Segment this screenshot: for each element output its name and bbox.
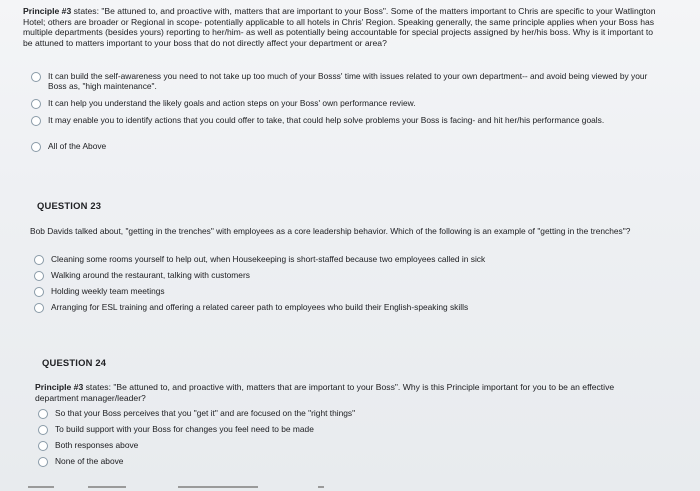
option-label: It can help you understand the likely goals and action steps on your Boss' own performance review. [48,98,416,108]
cut-off-next-question [0,484,700,491]
question-text: states: "Be attuned to, and proactive with, matters that are important to your Boss". Some of the matters important to Chris are specific to your Watlington Hotel; others are broader or Regional in scope- potentially applicable to all hotels in Chris' Region. Speaking generally, the same principle applies when your Boss has multiple departments (besides yours) reporting to her/him- as well as potentially being accountable for special projects assigned by her/his boss. Why is it important to be attuned to matters important to your boss that do not directly affect your department or area? [23,6,656,48]
answer-option[interactable] [34,302,674,313]
radio-button[interactable] [38,425,48,435]
option-label: To build support with your Boss for changes you feel need to be made [55,424,314,434]
option-label: It may enable you to identify actions that you could offer to take, that could help solve problems your Boss is facing- and hit her/his performance goals. [48,115,605,125]
radio-button[interactable] [34,255,44,265]
principle-label: Principle #3 [23,6,72,16]
question-prompt [23,6,659,48]
answer-option[interactable] [34,254,654,265]
answer-option[interactable] [31,141,331,152]
option-label: All of the Above [48,141,107,151]
text-fragment [178,486,258,488]
radio-button[interactable] [34,287,44,297]
option-label: Arranging for ESL training and offering a related career path to employees who build their English-speaking skills [51,302,469,312]
question-text: states: "Be attuned to, and proactive with, matters that are important to your Boss". Why is this Principle important for you to be an effective department manager/leader? [35,382,615,403]
answer-option[interactable] [38,456,638,467]
option-label: Holding weekly team meetings [51,286,165,296]
radio-button[interactable] [34,303,44,313]
answer-option[interactable] [38,424,638,435]
text-fragment [318,486,324,488]
answer-option[interactable] [31,71,651,92]
question-text: Bob Davids talked about, "getting in the trenches" with employees as a core leadership behavior. Which of the following is an example of "getting in the trenches"? [30,226,631,236]
radio-button[interactable] [31,72,41,82]
answer-option[interactable] [31,115,627,126]
option-label: Walking around the restaurant, talking with customers [51,270,250,280]
answer-option[interactable] [38,408,638,419]
radio-button[interactable] [34,271,44,281]
option-label: Cleaning some rooms yourself to help out, when Housekeeping is short-staffed because two employees called in sick [51,254,486,264]
radio-button[interactable] [38,409,48,419]
answer-option[interactable] [38,440,638,451]
text-fragment [28,486,54,488]
answer-option[interactable] [34,286,654,297]
radio-button[interactable] [38,457,48,467]
option-label: Both responses above [55,440,139,450]
option-label: So that your Boss perceives that you "get it" and are focused on the "right things" [55,408,356,418]
question-heading: QUESTION 24 [42,357,107,368]
radio-button[interactable] [31,142,41,152]
radio-button[interactable] [31,99,41,109]
option-label: None of the above [55,456,124,466]
radio-button[interactable] [38,441,48,451]
radio-button[interactable] [31,116,41,126]
question-heading: QUESTION 23 [37,200,102,211]
option-label: It can build the self-awareness you need to not take up too much of your Bosss' time with issues related to your own department-- and avoid being viewed by your Boss as, "high maintenance". [48,71,648,92]
answer-option[interactable] [31,98,651,109]
question-prompt [35,382,645,403]
principle-label: Principle #3 [35,382,84,392]
text-fragment [88,486,126,488]
answer-option[interactable] [34,270,654,281]
